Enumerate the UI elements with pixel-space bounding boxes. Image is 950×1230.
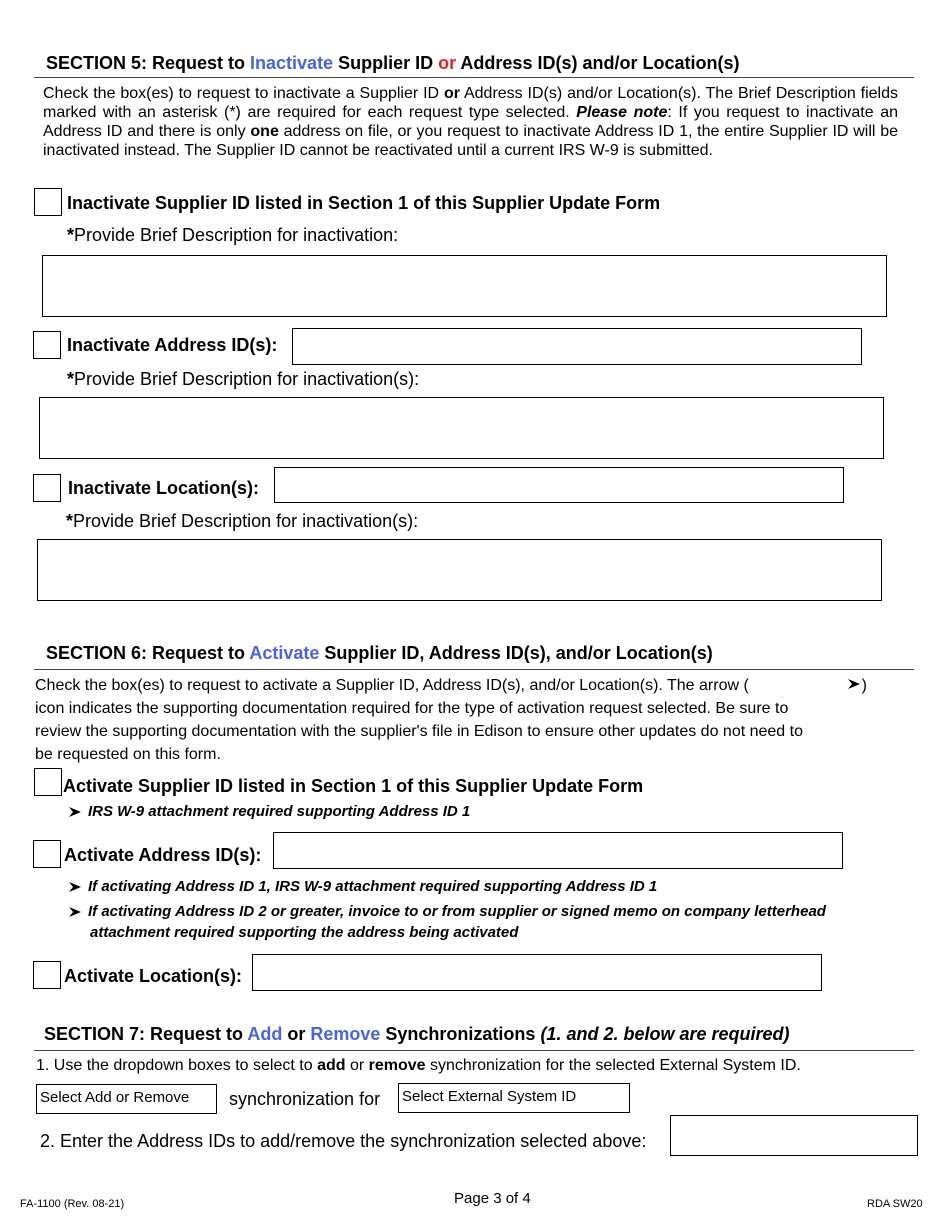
inactivate-supplier-checkbox[interactable] [34, 188, 62, 216]
activate-location-label: Activate Location(s): [64, 966, 243, 986]
section7-title: SECTION 7: Request to Add or Remove Synchronizations (1. and 2. below are required) [44, 1024, 790, 1044]
activate-address-bullet-2: If activating Address ID 2 or greater, invoice to or from supplier or signed memo on company letterhead attachment required supporting the address being activated [68, 901, 826, 943]
inactivate-address-checkbox[interactable] [33, 331, 61, 359]
inactivate-location-checkbox[interactable] [33, 474, 61, 502]
section5-description: Check the box(es) to request to inactivate a Supplier ID or Address ID(s) and/or Location(s). The Brief Description fields marked with an asterisk (*) are required for each request type selected. Please note: If you request to inactivate an Address ID and there is only one address on file, or you request to inactivate Address ID 1, the entire Supplier ID will be inactivated instead. The Supplier ID cannot be reactivated until a current IRS W-9 is submitted. [43, 85, 899, 159]
form-id: FA-1100 (Rev. 08-21) [20, 1198, 125, 1210]
inactivate-supplier-desc-prompt: *Provide Brief Description for inactivation: [67, 225, 399, 245]
arrow-bullet-icon [68, 876, 88, 897]
activate-location-checkbox[interactable] [33, 961, 61, 989]
page-number: Page 3 of 4 [454, 1190, 531, 1207]
activate-address-id-field[interactable] [273, 832, 843, 869]
sync-for-label: synchronization for [229, 1089, 381, 1109]
arrow-bullet-icon [68, 901, 88, 922]
inactivate-supplier-label: Inactivate Supplier ID listed in Section 1 of this Supplier Update Form [67, 193, 661, 213]
inactivate-address-id-field[interactable] [292, 328, 862, 365]
section7-step2: 2. Enter the Address IDs to add/remove the synchronization selected above: [40, 1131, 647, 1151]
form-code: RDA SW20 [867, 1198, 923, 1210]
inactivate-address-description-field[interactable] [39, 397, 884, 459]
section6-divider [34, 669, 914, 670]
inactivate-address-desc-prompt: *Provide Brief Description for inactivation(s): [67, 369, 420, 389]
section5-divider [34, 77, 914, 78]
arrow-bullet-icon [68, 801, 88, 822]
activate-supplier-label: Activate Supplier ID listed in Section 1 of this Supplier Update Form [63, 776, 644, 796]
inactivate-address-label: Inactivate Address ID(s): [67, 335, 278, 355]
activate-address-label: Activate Address ID(s): [64, 845, 262, 865]
external-system-dropdown[interactable]: Select External System ID [398, 1083, 630, 1113]
section6-description: Check the box(es) to request to activate a Supplier ID, Address ID(s), and/or Location(s). The arrow ( ) icon indicates the supporting documentation required for the type of activation request selected. Be sure to review the supporting documentation with the supplier's file in Edison to ensure other updates do not need to be requested on this form. [35, 674, 880, 766]
inactivate-location-description-field[interactable] [37, 539, 882, 601]
address-ids-sync-field[interactable] [670, 1115, 918, 1156]
section5-title: SECTION 5: Request to Inactivate Supplier ID or Address ID(s) and/or Location(s) [46, 53, 740, 73]
inactivate-location-desc-prompt: *Provide Brief Description for inactivation(s): [66, 511, 419, 531]
inactivate-supplier-description-field[interactable] [42, 255, 887, 317]
section7-divider [34, 1050, 914, 1051]
section7-step1: 1. Use the dropdown boxes to select to add or remove synchronization for the selected External System ID. [36, 1057, 801, 1074]
activate-location-field[interactable] [252, 954, 822, 991]
add-remove-dropdown[interactable]: Select Add or Remove [36, 1084, 217, 1114]
arrow-bullet-icon [847, 674, 861, 697]
inactivate-location-label: Inactivate Location(s): [68, 478, 260, 498]
activate-supplier-bullet: IRS W-9 attachment required supporting Address ID 1 [68, 801, 470, 822]
activate-address-bullet-1: If activating Address ID 1, IRS W-9 attachment required supporting Address ID 1 [68, 876, 657, 897]
activate-address-checkbox[interactable] [33, 840, 61, 868]
activate-supplier-checkbox[interactable] [34, 768, 62, 796]
section6-title: SECTION 6: Request to Activate Supplier ID, Address ID(s), and/or Location(s) [46, 643, 713, 663]
inactivate-location-field[interactable] [274, 467, 844, 503]
